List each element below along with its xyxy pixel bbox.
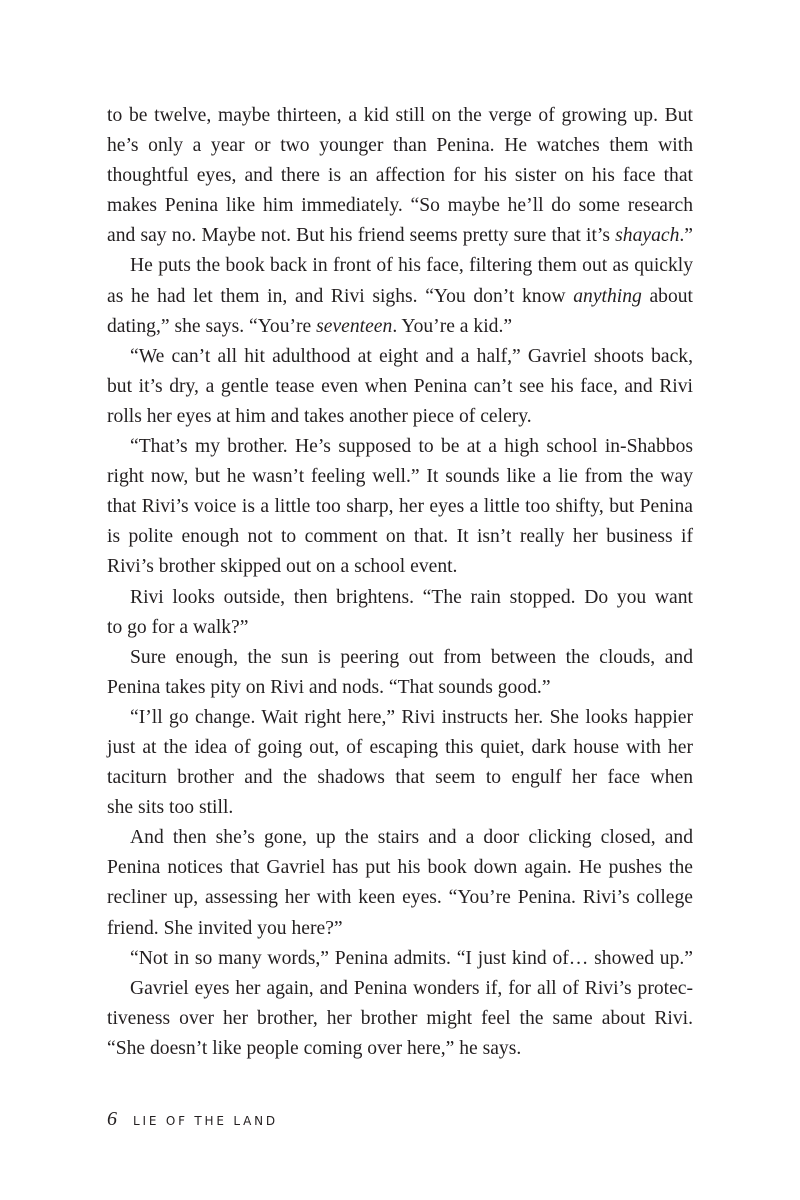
text-line	[107, 221, 693, 251]
text-line: And then she’s gone, up the stairs and a door clicking closed, and	[130, 827, 693, 849]
text-line: Penina notices that Gavriel has put his book down again. He pushes the	[107, 857, 693, 879]
text-line	[107, 312, 693, 342]
text-line: “Not in so many words,” Penina admits. “I just kind of… showed up.”	[130, 947, 693, 969]
text-line: “We can’t all hit adulthood at eight and a half,” Gavriel shoots back,	[130, 345, 693, 367]
text-line: thoughtful eyes, and there is an affection for his sister on his face that	[107, 165, 693, 187]
text-line: Rivi looks outside, then brightens. “The rain stopped. Do you want	[130, 586, 693, 608]
text-run: . You’re a kid.”	[392, 315, 513, 337]
text-line: to go for a walk?”	[107, 616, 249, 638]
running-head: LIE OF THE LAND	[133, 1114, 278, 1128]
text-line: to be twelve, maybe thirteen, a kid still on the verge of growing up. But	[107, 105, 693, 126]
text-line: tiveness over her brother, her brother might feel the same about Rivi.	[107, 1007, 693, 1029]
text-line: friend. She invited you here?”	[107, 917, 343, 939]
text-line: “She doesn’t like people coming over here,” he says.	[107, 1037, 522, 1059]
text-line: that Rivi’s voice is a little too sharp, her eyes a little too shifty, but Penina	[107, 496, 693, 518]
text-line: just at the idea of going out, of escaping this quiet, dark house with her	[107, 736, 693, 758]
italic-text: seventeen	[316, 315, 393, 337]
text-line: makes Penina like him immediately. “So maybe he’ll do some research	[107, 195, 693, 217]
text-line: Gavriel eyes her again, and Penina wonders if, for all of Rivi’s protec-	[130, 977, 693, 999]
italic-text: shayach	[615, 225, 680, 247]
text-line: Rivi’s brother skipped out on a school event.	[107, 556, 458, 578]
text-run: .”	[679, 225, 693, 247]
text-line	[107, 282, 693, 312]
text-line: recliner up, assessing her with keen eyes. “You’re Penina. Rivi’s college	[107, 887, 693, 909]
text-line: he’s only a year or two younger than Penina. He watches them with	[107, 135, 693, 157]
text-line: He puts the book back in front of his face, filtering them out as quickly	[130, 255, 693, 277]
text-line: rolls her eyes at him and takes another piece of celery.	[107, 405, 532, 427]
text-run: as he had let them in, and Rivi sighs. “You don’t know	[107, 285, 574, 307]
page-footer	[107, 1108, 278, 1131]
text-run: about	[641, 285, 693, 307]
text-line: right now, but he wasn’t feeling well.” It sounds like a lie from the way	[107, 466, 693, 488]
text-line: but it’s dry, a gentle tease even when Penina can’t see his face, and Rivi	[107, 375, 693, 397]
text-line: Sure enough, the sun is peering out from between the clouds, and	[130, 646, 693, 668]
italic-text: anything	[573, 285, 642, 307]
text-line: taciturn brother and the shadows that seem to engulf her face when	[107, 767, 693, 789]
text-line: “That’s my brother. He’s supposed to be at a high school in-Shabbos	[130, 436, 693, 458]
body-text	[107, 101, 693, 1064]
page-number: 6	[107, 1108, 117, 1130]
text-run: dating,” she says. “You’re	[107, 315, 317, 337]
text-line: she sits too still.	[107, 797, 234, 819]
text-line: is polite enough not to comment on that. It isn’t really her business if	[107, 526, 693, 548]
text-line: Penina takes pity on Rivi and nods. “That sounds good.”	[107, 676, 551, 698]
text-run: and say no. Maybe not. But his friend seems pretty sure that it’s	[107, 225, 616, 247]
text-line: “I’ll go change. Wait right here,” Rivi instructs her. She looks happier	[130, 706, 693, 728]
